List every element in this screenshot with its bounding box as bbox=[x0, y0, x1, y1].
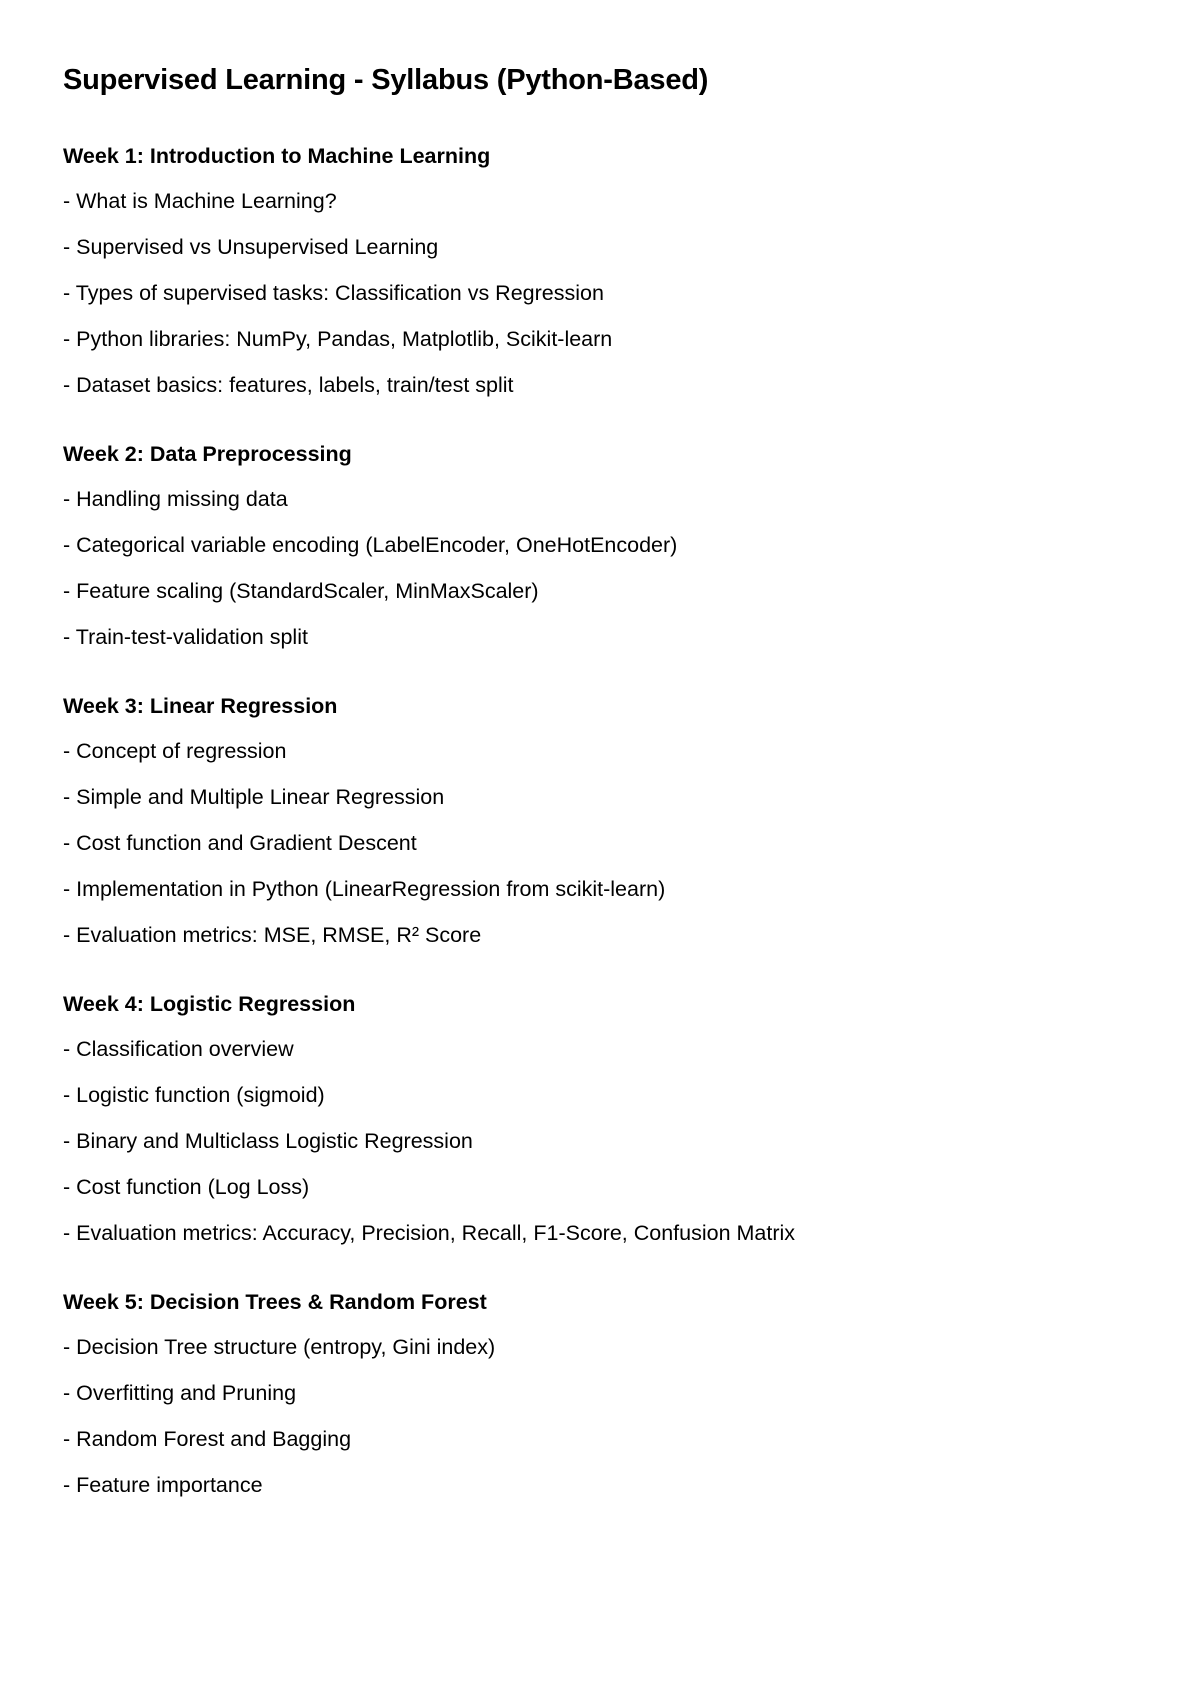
week-3-section bbox=[63, 692, 1200, 948]
topic-item: - Dataset basics: features, labels, train/test split bbox=[63, 373, 514, 397]
topic-item: - Train-test-validation split bbox=[63, 625, 308, 649]
week-heading: Week 1: Introduction to Machine Learning bbox=[63, 144, 491, 168]
topic-item: - Decision Tree structure (entropy, Gini index) bbox=[63, 1335, 496, 1359]
topic-list bbox=[63, 188, 1200, 398]
topic-item: - Implementation in Python (LinearRegression from scikit-learn) bbox=[63, 877, 666, 901]
topic-list bbox=[63, 738, 1200, 948]
week-heading: Week 2: Data Preprocessing bbox=[63, 442, 352, 466]
topic-item: - Concept of regression bbox=[63, 739, 287, 763]
topic-item: - Logistic function (sigmoid) bbox=[63, 1083, 325, 1107]
week-heading: Week 3: Linear Regression bbox=[63, 694, 338, 718]
topic-item: - Cost function and Gradient Descent bbox=[63, 831, 417, 855]
topic-item: - Supervised vs Unsupervised Learning bbox=[63, 235, 439, 259]
week-5-section bbox=[63, 1288, 1200, 1498]
topic-item: - Simple and Multiple Linear Regression bbox=[63, 785, 445, 809]
topic-list bbox=[63, 1036, 1200, 1246]
topic-list bbox=[63, 1334, 1200, 1498]
topic-list bbox=[63, 486, 1200, 650]
week-4-section bbox=[63, 990, 1200, 1246]
topic-item: - Feature importance bbox=[63, 1473, 263, 1497]
topic-item: - Evaluation metrics: MSE, RMSE, R² Score bbox=[63, 923, 482, 947]
topic-item: - Classification overview bbox=[63, 1037, 294, 1061]
topic-item: - Handling missing data bbox=[63, 487, 288, 511]
topic-item: - What is Machine Learning? bbox=[63, 189, 337, 213]
topic-item: - Evaluation metrics: Accuracy, Precision, Recall, F1-Score, Confusion Matrix bbox=[63, 1221, 796, 1245]
topic-item: - Types of supervised tasks: Classification vs Regression bbox=[63, 281, 604, 305]
week-heading: Week 5: Decision Trees & Random Forest bbox=[63, 1290, 487, 1314]
topic-item: - Categorical variable encoding (LabelEncoder, OneHotEncoder) bbox=[63, 533, 678, 557]
topic-item: - Feature scaling (StandardScaler, MinMaxScaler) bbox=[63, 579, 539, 603]
week-1-section bbox=[63, 142, 1200, 398]
week-heading: Week 4: Logistic Regression bbox=[63, 992, 356, 1016]
topic-item: - Overfitting and Pruning bbox=[63, 1381, 297, 1405]
document-title: Supervised Learning - Syllabus (Python-Based) bbox=[63, 64, 709, 96]
topic-item: - Binary and Multiclass Logistic Regression bbox=[63, 1129, 473, 1153]
topic-item: - Python libraries: NumPy, Pandas, Matplotlib, Scikit-learn bbox=[63, 327, 613, 351]
week-2-section bbox=[63, 440, 1200, 650]
topic-item: - Random Forest and Bagging bbox=[63, 1427, 352, 1451]
topic-item: - Cost function (Log Loss) bbox=[63, 1175, 310, 1199]
